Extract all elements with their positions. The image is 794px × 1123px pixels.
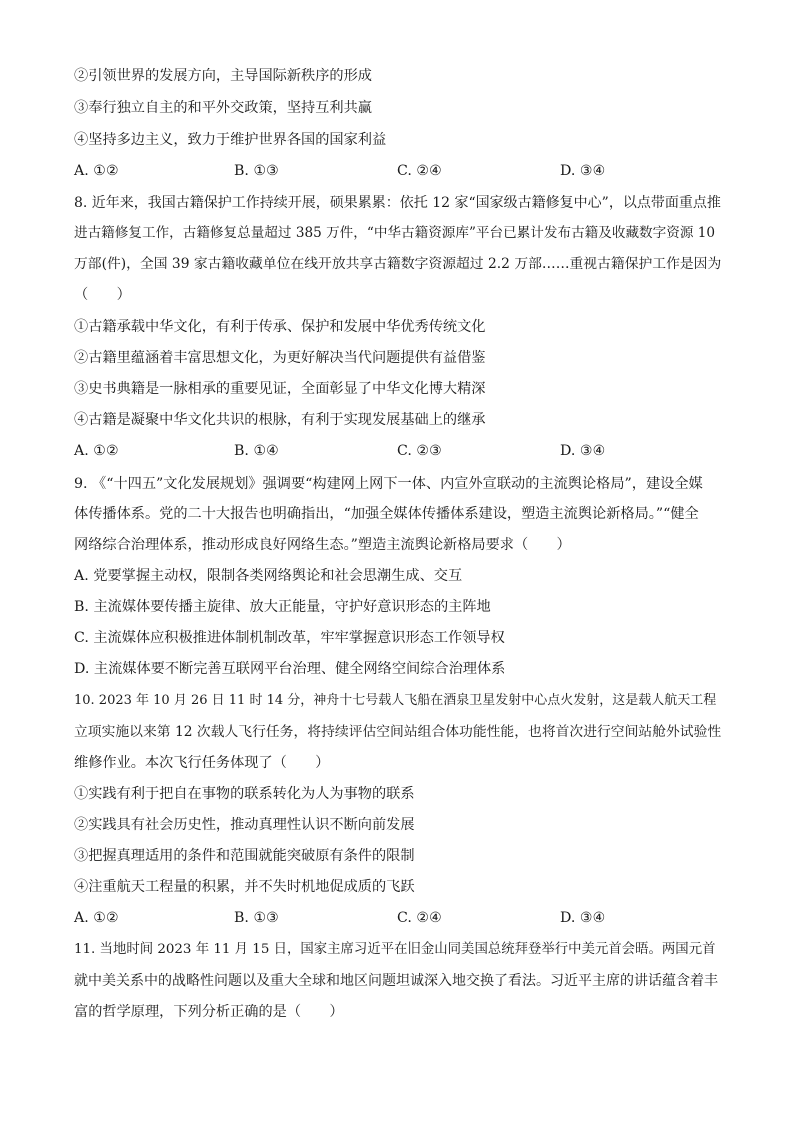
q10-item-2: ②实践具有社会历史性，推动真理性认识不断向前发展 bbox=[74, 817, 415, 833]
q10-stem-line-2: 立项实施以来第 12 次载人飞行任务，将持续评估空间站组合体功能性能，也将首次进行空间站舱外试验性 bbox=[74, 724, 722, 740]
q8-option-c[interactable]: C. ②③ bbox=[397, 443, 442, 459]
q9-choice-d[interactable]: D. 主流媒体要不断完善互联网平台治理、健全网络空间综合治理体系 bbox=[74, 661, 506, 677]
q11-stem-line-3: 富的哲学原理，下列分析正确的是（ ） bbox=[74, 1004, 344, 1020]
q9-stem-line-1: 9. 《“十四五”文化发展规划》强调要“构建网上网下一体、内宣外宣联动的主流舆论格局”，建设全媒 bbox=[74, 476, 703, 492]
q8-item-2: ②古籍里蕴涵着丰富思想文化，为更好解决当代问题提供有益借鉴 bbox=[74, 350, 486, 366]
q9-choice-b[interactable]: B. 主流媒体要传播主旋律、放大正能量，守护好意识形态的主阵地 bbox=[74, 599, 491, 615]
q9-stem-line-2: 体传播体系。党的二十大报告也明确指出，“加强全媒体传播体系建设，塑造主流舆论新格局。”“健全 bbox=[74, 506, 699, 522]
q8-item-1: ①古籍承载中华文化，有利于传承、保护和发展中华优秀传统文化 bbox=[74, 319, 486, 335]
q8-stem-line-3: 万部(件)，全国 39 家古籍收藏单位在线开放共享古籍数字资源超过 2.2 万部……重视古籍保护工作是因为 bbox=[74, 256, 722, 272]
q10-item-1: ①实践有利于把自在事物的联系转化为人为事物的联系 bbox=[74, 786, 415, 802]
q9-choice-a[interactable]: A. 党要掌握主动权，限制各类网络舆论和社会思潮生成、交互 bbox=[74, 568, 463, 584]
q7-option-c[interactable]: C. ②④ bbox=[397, 163, 442, 179]
q10-option-d[interactable]: D. ③④ bbox=[560, 910, 606, 926]
q10-item-4: ④注重航天工程量的积累，并不失时机地促成质的飞跃 bbox=[74, 879, 415, 895]
q9-choice-c[interactable]: C. 主流媒体应积极推进体制机制改革，牢牢掌握意识形态工作领导权 bbox=[74, 630, 505, 646]
q8-item-3: ③史书典籍是一脉相承的重要见证，全面彰显了中华文化博大精深 bbox=[74, 381, 486, 397]
q11-stem-line-1: 11. 当地时间 2023 年 11 月 15 日，国家主席习近平在旧金山同美国总统拜登举行中美元首会晤。两国元首 bbox=[74, 942, 716, 957]
q10-options bbox=[74, 908, 724, 928]
q8-stem-line-1: 8. 近年来，我国古籍保护工作持续开展，硕果累累：依托 12 家“国家级古籍修复中心”，以点带面重点推 bbox=[74, 195, 721, 211]
q7-option-a[interactable]: A. ①② bbox=[74, 163, 119, 179]
q8-item-4: ④古籍是凝聚中华文化共识的根脉，有利于实现发展基础上的继承 bbox=[74, 412, 486, 428]
q8-option-a[interactable]: A. ①② bbox=[74, 443, 119, 459]
q8-stem-line-4: （ ） bbox=[74, 287, 131, 303]
q10-option-b[interactable]: B. ①③ bbox=[234, 910, 279, 926]
q10-stem-line-1: 10. 2023 年 10 月 26 日 11 时 14 分，神舟十七号载人飞船在酒泉卫星发射中心点火发射，这是载人航天工程 bbox=[74, 693, 717, 708]
q7-item-2: ②引领世界的发展方向，主导国际新秩序的形成 bbox=[74, 68, 372, 84]
q8-stem-line-2: 进古籍修复工作，古籍修复总量超过 385 万件，“中华古籍资源库”平台已累计发布古籍及收藏数字资源 10 bbox=[74, 225, 716, 241]
q11-stem-line-2: 就中美关系中的战略性问题以及重大全球和地区问题坦诚深入地交换了看法。习近平主席的讲话蕴含着丰 bbox=[74, 973, 718, 989]
q10-item-3: ③把握真理适用的条件和范围就能突破原有条件的限制 bbox=[74, 848, 415, 864]
q8-options bbox=[74, 441, 724, 461]
q8-option-b[interactable]: B. ①④ bbox=[234, 443, 279, 459]
q7-item-3: ③奉行独立自主的和平外交政策，坚持互利共赢 bbox=[74, 100, 372, 116]
q7-option-d[interactable]: D. ③④ bbox=[560, 163, 606, 179]
q10-option-c[interactable]: C. ②④ bbox=[397, 910, 442, 926]
q7-item-4: ④坚持多边主义，致力于维护世界各国的国家利益 bbox=[74, 132, 387, 148]
q8-option-d[interactable]: D. ③④ bbox=[560, 443, 606, 459]
q7-options bbox=[74, 161, 724, 181]
q9-stem-line-3: 网络综合治理体系，推动形成良好网络生态。”塑造主流舆论新格局要求（ ） bbox=[74, 537, 571, 553]
q7-option-b[interactable]: B. ①③ bbox=[234, 163, 279, 179]
q10-option-a[interactable]: A. ①② bbox=[74, 910, 119, 926]
q10-stem-line-3: 维修作业。本次飞行任务体现了（ ） bbox=[74, 755, 330, 771]
